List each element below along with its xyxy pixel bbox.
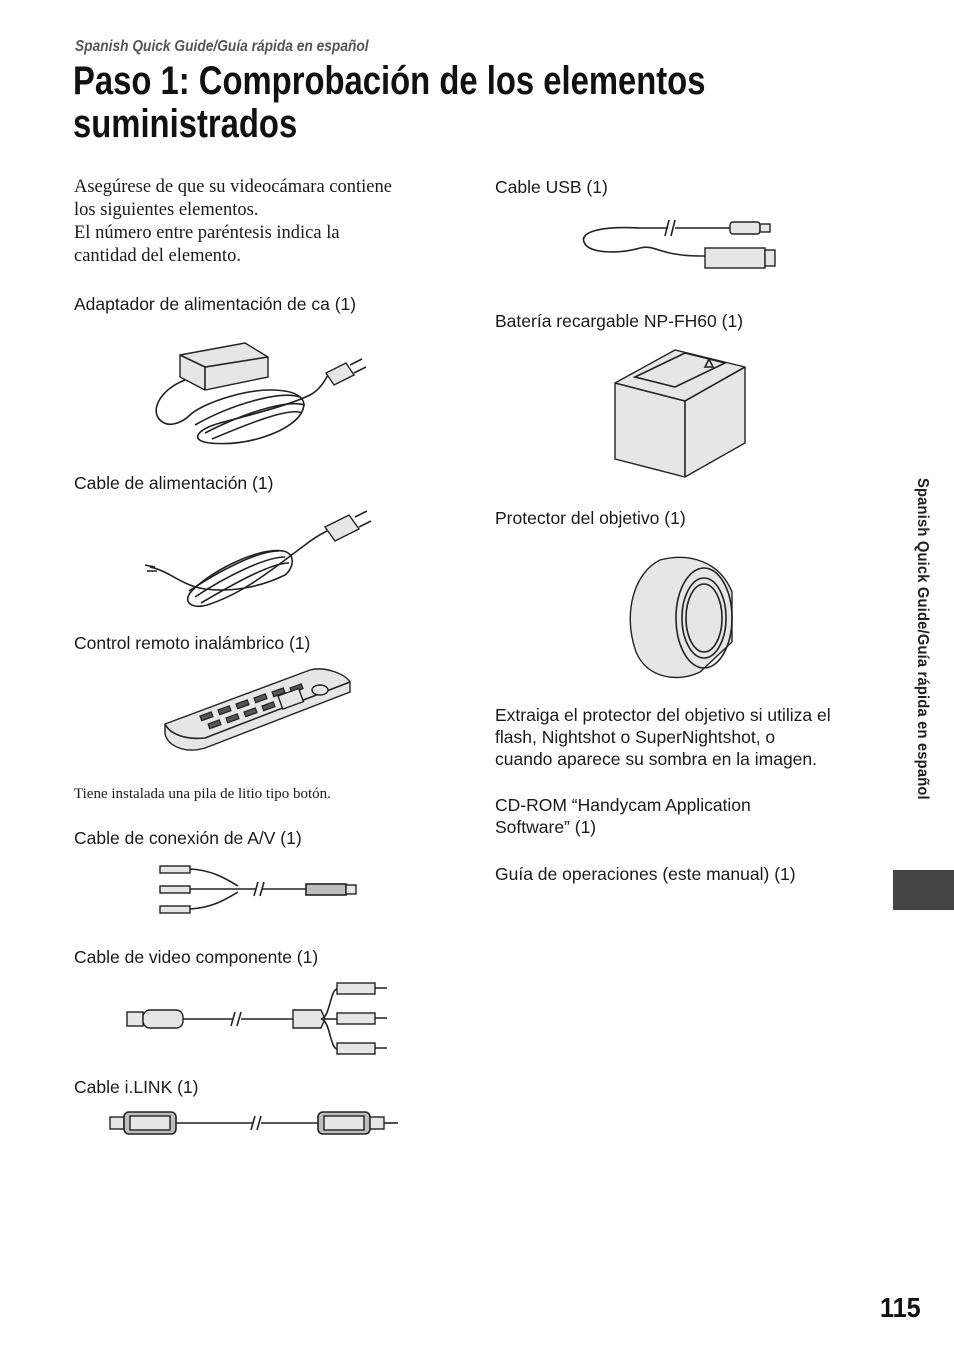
item-cdrom-label xyxy=(495,794,875,838)
item-battery-label: Batería recargable NP-FH60 (1) xyxy=(495,311,744,331)
lens-hood-note xyxy=(495,704,875,770)
page-title xyxy=(73,60,705,146)
page-title-line2: suministrados xyxy=(73,102,298,146)
lens-hood-illustration xyxy=(620,552,745,684)
intro-paragraph xyxy=(74,176,474,268)
usb-cable-illustration xyxy=(580,210,780,276)
running-header: Spanish Quick Guide/Guía rápida en español xyxy=(75,38,369,55)
ac-adaptor-illustration xyxy=(150,335,380,455)
item-av-cable-label: Cable de conexión de A/V (1) xyxy=(74,828,302,848)
item-manual-label: Guía de operaciones (este manual) (1) xyxy=(495,864,796,884)
intro-line: El número entre paréntesis indica la xyxy=(74,223,340,243)
battery-illustration xyxy=(605,345,755,483)
lens-note-line: cuando aparece su sombra en la imagen. xyxy=(495,749,818,769)
remote-note: Tiene instalada una pila de litio tipo botón. xyxy=(74,786,331,802)
page-number: 115 xyxy=(880,1292,921,1323)
item-power-cord-label: Cable de alimentación (1) xyxy=(74,473,274,493)
av-cable-illustration xyxy=(158,860,363,920)
cdrom-line: Software” (1) xyxy=(495,817,597,837)
intro-line: cantidad del elemento. xyxy=(74,246,241,266)
side-tab-label: Spanish Quick Guide/Guía rápida en español xyxy=(914,478,931,800)
remote-control-illustration xyxy=(160,662,360,762)
item-usb-cable-label: Cable USB (1) xyxy=(495,177,608,197)
page-title-line1: Paso 1: Comprobación de los elementos xyxy=(73,59,706,103)
side-tab-marker xyxy=(893,870,954,910)
item-component-cable-label: Cable de video componente (1) xyxy=(74,947,319,967)
lens-note-line: Extraiga el protector del objetivo si utiliza el xyxy=(495,705,831,725)
intro-line: los siguientes elementos. xyxy=(74,200,259,220)
intro-line: Asegúrese de que su videocámara contiene xyxy=(74,177,392,197)
item-ilink-cable-label: Cable i.LINK (1) xyxy=(74,1077,199,1097)
cdrom-line: CD-ROM “Handycam Application xyxy=(495,795,751,815)
power-cord-illustration xyxy=(145,505,385,615)
ilink-cable-illustration xyxy=(108,1108,413,1140)
lens-note-line: flash, Nightshot o SuperNightshot, o xyxy=(495,727,776,747)
component-cable-illustration xyxy=(125,978,395,1060)
item-ac-adaptor-label: Adaptador de alimentación de ca (1) xyxy=(74,294,357,314)
item-lens-hood-label: Protector del objetivo (1) xyxy=(495,508,686,528)
item-remote-label: Control remoto inalámbrico (1) xyxy=(74,633,311,653)
